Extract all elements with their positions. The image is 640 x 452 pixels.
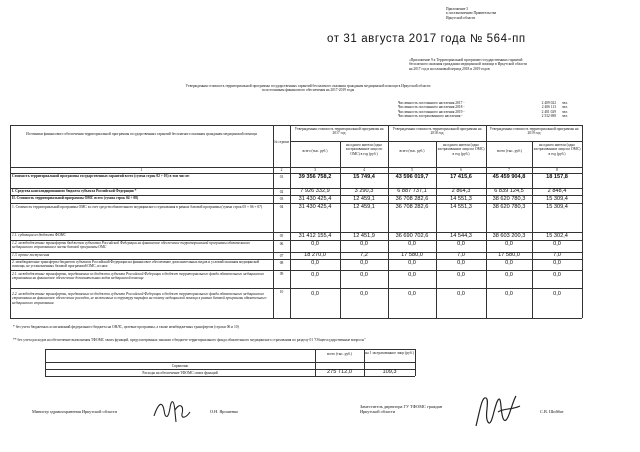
- cell-value: 0,0: [553, 272, 561, 278]
- cell-value: 31 430 425,4: [298, 196, 332, 202]
- subheader-per-capita: на одного жителя (одно застрахованное лицо по ОМС) в год (руб.): [437, 143, 485, 156]
- cell-value: 36 708 282,6: [395, 204, 429, 210]
- cell-value: 7,0: [457, 252, 465, 258]
- subheader-total: всего (тыс. руб.): [399, 149, 425, 153]
- decree-stamp: от 31 августа 2017 года № 564-пп: [327, 33, 526, 45]
- ref-value-total: 275 712,0: [327, 369, 352, 375]
- row-name: 2. межбюджетные трансферты бюджетов субъектов Российской Федерации на финансовое обеспечение дополнительных видов и условий оказания медицинской помощи, не установленных базовой программой ОМС, из них:: [12, 260, 260, 269]
- signer-right-title-line: Иркутской области: [360, 409, 396, 414]
- col-number: 2: [280, 168, 283, 172]
- cell-value: 12 451,9: [353, 233, 375, 239]
- row-number: 03: [279, 197, 284, 201]
- cell-value: 15 309,4: [546, 196, 568, 202]
- cell-value: 17 580,0: [498, 252, 520, 258]
- col-number: 1: [140, 168, 143, 172]
- cell-value: 0,0: [457, 241, 465, 247]
- cell-value: 0,0: [311, 291, 319, 297]
- cell-value: 18 270,0: [304, 252, 326, 258]
- population-unit: чел.: [562, 113, 569, 118]
- population-value: 2 401 029: [541, 109, 556, 114]
- cell-value: 0,0: [311, 272, 319, 278]
- cell-value: 0,0: [553, 260, 561, 266]
- row-name: 2.1. межбюджетные трансферты, передаваемые из бюджета субъекта Российской Федерации в бюджет территориального фонда обязательного медицинского страхования на финансовое обеспечение дополнительных видов медицинской помощи: [12, 272, 265, 281]
- cell-value: 0,0: [457, 291, 465, 297]
- cell-value: 12 459,1: [353, 204, 375, 210]
- signer-right-title: [360, 404, 442, 414]
- ref-label: Справочно: [171, 364, 189, 368]
- row-number: 07: [279, 254, 284, 258]
- cell-value: 7,2: [360, 252, 368, 258]
- signature-left-handwritten: [150, 392, 194, 426]
- cell-value: 15 749,4: [353, 174, 375, 180]
- cell-value: 0,0: [360, 260, 368, 266]
- cell-value: 0,0: [408, 241, 416, 247]
- col-header-2017: Утвержденная стоимость территориальной программы на 2017 год: [294, 127, 384, 136]
- row-name: 1.1. субвенции из бюджета ФОМС: [12, 233, 66, 237]
- cell-value: 0,0: [505, 241, 513, 247]
- population-unit: чел.: [562, 101, 569, 105]
- signature-right-handwritten: [468, 386, 526, 438]
- cell-value: 0,0: [360, 291, 368, 297]
- row-name: Стоимость территориальной программы государственных гарантий всего (сумма строк 02 + 03) в том числе:: [12, 174, 190, 178]
- row-name: 1.3. прочие поступления: [12, 253, 50, 257]
- appendix-line: Приложение 3: [446, 7, 468, 11]
- cell-value: 15 309,4: [546, 204, 568, 210]
- cell-value: 31 430 425,4: [298, 204, 332, 210]
- cell-value: 38 620 780,3: [492, 204, 526, 210]
- appendix-line: к постановлению Правительства: [446, 11, 497, 16]
- cell-value: 15 302,4: [546, 233, 568, 239]
- cell-value: 14 551,3: [450, 196, 472, 202]
- cell-value: 38 603 200,3: [492, 233, 526, 239]
- subheader-per-capita: на одного жителя (одно застрахованное лицо по ОМС) в год (руб.): [345, 143, 383, 156]
- row-number: 08: [279, 261, 284, 265]
- col-number: 6: [460, 168, 462, 172]
- population-value: 2 409 022: [541, 101, 556, 105]
- cell-value: 0,0: [553, 291, 561, 297]
- cell-value: 0,0: [408, 272, 416, 278]
- cell-value: 2 864,3: [451, 188, 471, 194]
- col-header-2019: Утвержденная стоимость территориальной программы на 2019 год: [489, 127, 579, 136]
- cell-value: 0,0: [457, 260, 465, 266]
- subheader-total: всего (тыс. руб.): [302, 149, 328, 153]
- cell-value: 14 544,3: [450, 233, 472, 239]
- cell-value: 0,0: [311, 241, 319, 247]
- signer-left-name: О.Н. Ярошенко: [210, 409, 239, 414]
- col-header-row-no: № строки: [274, 140, 289, 144]
- row-number: 04: [279, 205, 284, 209]
- cell-value: 45 459 904,8: [492, 174, 526, 180]
- cell-value: 36 708 282,6: [395, 196, 429, 202]
- cell-value: 39 356 758,2: [298, 174, 332, 180]
- row-name: 2.2. межбюджетные трансферты, передаваемые из бюджета субъекта Российской Федерации в бюджет территориального фонда обязательного медицинского страхования на финансовое обеспечение расходов, не включенных в структуру тарифов на оплату медицинской помощи в рамках базовой программы обязательного медицинского страхования: [12, 292, 267, 305]
- subappendix-line: бесплатного оказания гражданам медицинской помощи в Иркутской области: [409, 62, 527, 67]
- subheader-per-capita: на одного жителя (одно застрахованное лицо по ОМС) в год (руб.): [533, 143, 581, 156]
- title-line: по источникам финансового обеспечения на 2017-2019 годы: [261, 88, 355, 93]
- ref-label: Расходы на обеспечение ТФОМС своих функций: [142, 371, 218, 375]
- cell-value: 36 690 702,6: [395, 233, 429, 239]
- cell-value: 31 412 155,4: [298, 233, 332, 239]
- cell-value: 0,0: [360, 272, 368, 278]
- col-number: 3: [314, 168, 316, 172]
- appendix-line: Иркутской области: [446, 15, 476, 20]
- cell-value: 2 848,4: [547, 188, 567, 194]
- cell-value: 0,0: [505, 291, 513, 297]
- col-number: 7: [508, 168, 510, 172]
- ref-value-per: 109,3: [382, 369, 397, 375]
- signer-right-name: С.В. Шойбат: [540, 409, 564, 414]
- row-number: 06: [279, 242, 284, 246]
- cell-value: 14 551,3: [450, 204, 472, 210]
- row-name: II. Стоимость территориальной программы ОМС всего (сумма строк 04 + 08): [12, 196, 139, 200]
- cell-value: 0,0: [553, 241, 561, 247]
- col-header-2018: Утвержденная стоимость территориальной программы на 2018 год: [392, 127, 482, 136]
- cell-value: 0,0: [360, 241, 368, 247]
- cell-value: 17 415,6: [450, 174, 472, 180]
- cell-value: 7 926 332,9: [300, 188, 330, 194]
- ref-header-total: всего (тыс. руб.): [327, 352, 352, 356]
- population-value: 2 532 698: [541, 113, 556, 118]
- cell-value: 12 459,1: [353, 196, 375, 202]
- population-label: Численность застрахованного населения -: [398, 113, 463, 118]
- cell-value: 0,0: [408, 291, 416, 297]
- cell-value: 6 839 124,5: [494, 188, 524, 194]
- col-header-source: Источники финансового обеспечения территориальной программы государственных гарантий бесплатного оказания гражданам медицинской помощи: [26, 132, 257, 136]
- col-number: 4: [363, 168, 365, 172]
- ref-header-per: на 1 застрахованное лицо (руб.): [365, 351, 414, 355]
- row-number: 01: [279, 175, 284, 179]
- population-label: Численность постоянного населения 2019 -: [398, 109, 465, 114]
- signer-right-title-line: Заместитель директора ГУ ТФОМС граждан: [360, 404, 443, 409]
- cell-value: 18 157,8: [546, 174, 568, 180]
- row-number: 02: [279, 190, 284, 194]
- footnote: ** без учета расходов на обеспечение выполнения ТФОМС своих функций, предусмотренных законом о бюджете территориального фонда обязательного медицинского страхования по разделу 01 "Общегосударственные вопросы": [13, 338, 366, 342]
- population-label: Численность постоянного населения 2017 -: [398, 101, 465, 105]
- col-number: 5: [411, 168, 413, 172]
- cell-value: 0,0: [505, 260, 513, 266]
- population-unit: чел.: [562, 105, 569, 110]
- cell-value: 0,0: [408, 260, 416, 266]
- row-number: 05: [279, 234, 284, 238]
- cell-value: 0,0: [505, 272, 513, 278]
- row-name: 1.2. межбюджетные трансферты бюджетов субъектов Российской Федерации на финансовое обеспечение территориальной программы обязательного медицинского страхования в части базовой программы ОМС: [12, 241, 250, 250]
- title-line: Утвержденная стоимость территориальной программы государственных гарантий бесплатного оказания гражданам медицинской помощи в Иркутской области: [185, 84, 431, 88]
- subappendix-line: на 2017 год и на плановый период 2018 и 2019 годов: [409, 66, 490, 71]
- cell-value: 3 290,3: [354, 188, 374, 194]
- cell-value: 0,0: [457, 272, 465, 278]
- subheader-total: всего (тыс. руб.): [497, 149, 522, 153]
- cell-value: 6 887 737,1: [397, 188, 427, 194]
- cell-value: 17 580,0: [401, 252, 423, 258]
- row-name: 1. Стоимость территориальной программы ОМС за счет средств обязательного медицинского страхования в рамках базовой программы (сумма строк 05 + 06 + 07): [12, 205, 263, 209]
- cell-value: 43 596 019,7: [395, 174, 429, 180]
- cell-value: 0,0: [311, 260, 319, 266]
- row-number: 09: [279, 272, 284, 276]
- population-label: Численность постоянного населения 2018 -: [398, 105, 465, 110]
- row-name: I. Средства консолидированного бюджета субъекта Российской Федерации *: [12, 189, 137, 193]
- signer-left-title: Министр здравоохранения Иркутской области: [32, 409, 117, 414]
- footnote: * без учета бюджетных ассигнований федерального бюджета на ОНЛС, целевые программы, а также межбюджетных трансфертов (строки 06 и 10): [13, 325, 239, 329]
- population-value: 2 406 113: [541, 105, 556, 110]
- subappendix-line: «Приложение 9 к Территориальной программе государственных гарантий: [409, 58, 523, 62]
- cell-value: 7,0: [553, 252, 561, 258]
- population-unit: чел.: [562, 109, 569, 114]
- row-number: 10: [279, 290, 284, 294]
- cell-value: 38 620 780,3: [492, 196, 526, 202]
- col-number: 8: [556, 168, 558, 172]
